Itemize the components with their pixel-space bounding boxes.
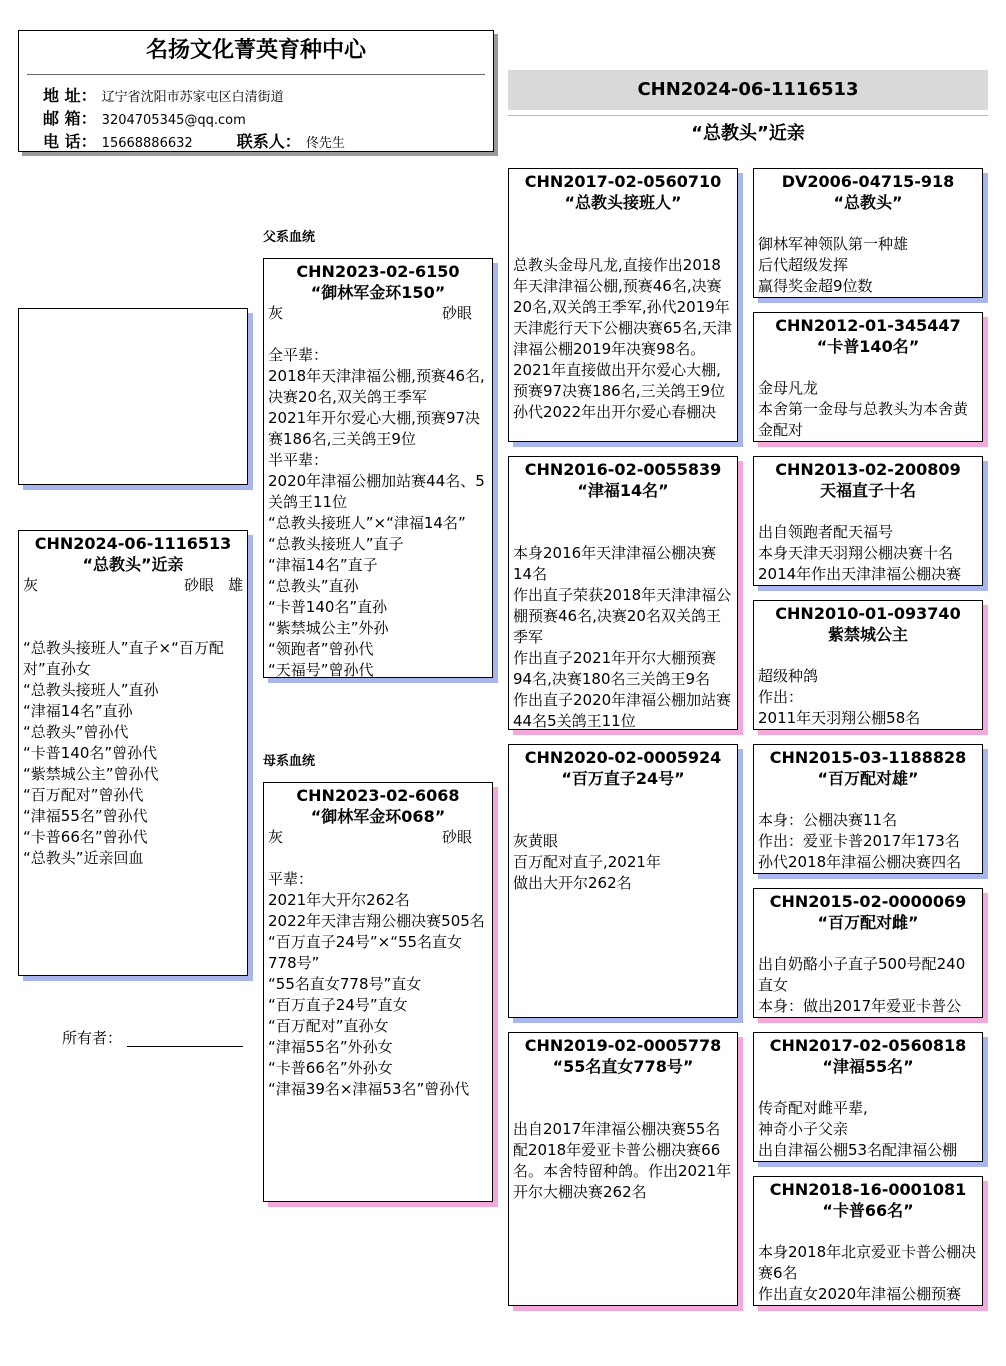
- subject-color: 灰: [23, 576, 39, 594]
- subject-card: [18, 530, 248, 976]
- ssd-name: “卡普140名”: [816, 337, 920, 356]
- sdd-ring: CHN2010-01-093740: [775, 604, 961, 623]
- phone-value: 15668886632: [101, 136, 193, 151]
- ssd-card: [753, 312, 983, 442]
- sdd-desc: 超级种鸽 作出： 2011年天羽翔公棚58名: [758, 667, 921, 727]
- dam-name: “御林军金环068”: [310, 807, 446, 826]
- header-rule: [508, 115, 988, 116]
- subject-desc: “总教头接班人”直子×“百万配对”直孙女 “总教头接班人”直孙 “津福14名”直孙 “总教头”曾孙代 “卡普140名”曾孙代 “紫禁城公主”曾孙代 “百万配对”曾孙代 “津福55名”曾孙代 “卡普66名”曾孙代 “总教头”近亲回血: [23, 639, 224, 867]
- dds-name: “津福55名”: [822, 1057, 914, 1076]
- sds-ring: CHN2013-02-200809: [775, 460, 961, 479]
- dam-ring: CHN2023-02-6068: [296, 786, 460, 805]
- sd-ring: CHN2016-02-0055839: [524, 460, 722, 479]
- ddd-name: “卡普66名”: [822, 1201, 914, 1220]
- dam-eye: 砂眼: [441, 828, 472, 846]
- sire-eye: 砂眼: [441, 304, 472, 322]
- dd-name: “55名直女778号”: [552, 1057, 694, 1076]
- contact-value: 佟先生: [305, 136, 345, 151]
- sire-traits: [264, 303, 492, 324]
- ds-ring: CHN2020-02-0005924: [524, 748, 722, 767]
- ss-name: “总教头接班人”: [564, 193, 682, 212]
- dd-desc: 出自2017年津福公棚决赛55名配2018年爱亚卡普公棚决赛66名。本舍特留种鸽。作出2021年开尔大棚决赛262名: [513, 1120, 732, 1201]
- dsd-name: “百万配对雌”: [817, 913, 919, 932]
- sss-ring: DV2006-04715-918: [781, 172, 955, 191]
- org-divider: [27, 74, 485, 75]
- dss-name: “百万配对雄”: [817, 769, 919, 788]
- sdd-name: 紫禁城公主: [827, 625, 908, 644]
- org-name: 名扬文化菁英育种中心: [145, 38, 366, 63]
- sire-name: “御林军金环150”: [310, 283, 446, 302]
- dsd-ring: CHN2015-02-0000069: [769, 892, 967, 911]
- org-address-row: [43, 85, 345, 108]
- address-value: 辽宁省沈阳市苏家屯区白清街道: [101, 90, 284, 105]
- email-label: 邮 箱：: [43, 109, 97, 128]
- contact-label: 联系人：: [236, 132, 301, 151]
- subject-ring: CHN2024-06-1116513: [34, 534, 232, 553]
- sds-desc: 出自领跑者配天福号 本身天津天羽翔公棚决赛十名 2014年作出天津津福公棚决赛: [758, 523, 962, 583]
- subject-traits: [19, 575, 247, 596]
- dss-desc: 本身：公棚决赛11名 作出：爱亚卡普2017年173名 孙代2018年津福公棚决赛四名: [758, 811, 962, 871]
- org-email-row: [43, 108, 345, 131]
- dds-card: [753, 1032, 983, 1162]
- sire-desc: 全平辈： 2018年天津津福公棚,预赛46名,决赛20名,双关鸽王季军 2021年开尔爱心大棚,预赛97决赛186名,三关鸽王9位 半平辈： 2020年津福公棚加站赛44名、5关鸽王11位 “总教头接班人”×“津福14名” “总教头接班人”直子 “津福14名”直子 “总教头”直孙 “卡普140名”直孙 “紫禁城公主”外孙 “领跑者”曾孙代 “天福号”曾孙代: [268, 346, 485, 678]
- org-phone-row: [43, 131, 345, 152]
- dam-card: [263, 782, 493, 1202]
- dsd-desc: 出自奶酪小子直子500号配240直女 本身：做出2017年爱亚卡普公: [758, 955, 966, 1015]
- address-label: 地 址：: [43, 86, 97, 105]
- sire-ring: CHN2023-02-6150: [296, 262, 460, 281]
- sire-color: 灰: [268, 304, 284, 322]
- dam-dam-card: [508, 1032, 738, 1306]
- ddd-desc: 本身2018年北京爱亚卡普公棚决赛6名 作出直女2020年津福公棚预赛: [758, 1243, 977, 1303]
- dds-desc: 传奇配对雌平辈, 神奇小子父亲 出自津福公棚53名配津福公棚: [758, 1099, 958, 1159]
- sire-line-label: 父系血统: [263, 230, 316, 245]
- dam-line-label: 母系血统: [263, 754, 316, 769]
- org-info-box: [18, 30, 494, 152]
- dsd-card: [753, 888, 983, 1018]
- sss-card: [753, 168, 983, 298]
- phone-label: 电 话：: [43, 132, 97, 151]
- sd-desc: 本身2016年天津津福公棚决赛14名 作出直子荣获2018年天津津福公棚预赛46名,决赛20名双关鸽王季军 作出直子2021年开尔大棚预赛94名,决赛180名三关鸽王9名 作出直子2020年津福公棚加站赛44名5关鸽王11位: [513, 544, 732, 730]
- dam-color: 灰: [268, 828, 284, 846]
- subject-eye: 砂眼: [183, 576, 214, 594]
- owner-field: [62, 1028, 243, 1049]
- subject-name: “总教头”近亲: [82, 555, 184, 574]
- owner-line: [127, 1046, 243, 1047]
- ds-name: “百万直子24号”: [561, 769, 685, 788]
- sire-dam-card: [508, 456, 738, 730]
- sss-name: “总教头”: [833, 193, 903, 212]
- dd-ring: CHN2019-02-0005778: [524, 1036, 722, 1055]
- owner-label: 所有者：: [62, 1029, 123, 1047]
- sdd-card: [753, 600, 983, 730]
- header-name: “总教头”近亲: [691, 123, 805, 144]
- ds-desc: 灰黄眼 百万配对直子,2021年 做出大开尔262名: [513, 832, 661, 892]
- subject-sex: 雄: [227, 576, 243, 594]
- dss-ring: CHN2015-03-1188828: [769, 748, 967, 767]
- dam-traits: [264, 827, 492, 848]
- sds-card: [753, 456, 983, 586]
- ddd-card: [753, 1176, 983, 1306]
- dam-sire-card: [508, 744, 738, 1018]
- ss-ring: CHN2017-02-0560710: [524, 172, 722, 191]
- ssd-ring: CHN2012-01-345447: [775, 316, 961, 335]
- email-value: 3204705345@qq.com: [101, 113, 246, 128]
- sire-card: [263, 258, 493, 678]
- dam-desc: 平辈： 2021年大开尔262名 2022年天津吉翔公棚决赛505名 “百万直子24号”×“55名直女778号” “55名直女778号”直女 “百万直子24号”直女 “百万配对”直孙女 “津福55名”外孙女 “卡普66名”外孙女 “津福39名×津福53名”曾孙代: [268, 870, 485, 1098]
- dds-ring: CHN2017-02-0560818: [769, 1036, 967, 1055]
- dss-card: [753, 744, 983, 874]
- sss-desc: 御林军神领队第一种雄 后代超级发挥 赢得奖金超9位数: [758, 235, 909, 295]
- ssd-desc: 金母凡龙 本舍第一金母与总教头为本舍黄金配对: [758, 379, 969, 439]
- sire-sire-card: [508, 168, 738, 442]
- photo-frame: [18, 308, 248, 485]
- ss-desc: 总教头金母凡龙,直接作出2018年天津津福公棚,预赛46名,决赛20名,双关鸽王季军,孙代2019年天津彪行天下公棚决赛65名,天津津福公棚2019年决赛98名。2021年直接做出开尔爱心大棚,预赛97决赛186名,三关鸽王9位 孙代2022年出开尔爱心春棚决: [513, 256, 732, 421]
- ddd-ring: CHN2018-16-0001081: [769, 1180, 967, 1199]
- header-ring: CHN2024-06-1116513: [637, 79, 859, 100]
- sd-name: “津福14名”: [577, 481, 669, 500]
- sds-name: 天福直子十名: [819, 481, 916, 500]
